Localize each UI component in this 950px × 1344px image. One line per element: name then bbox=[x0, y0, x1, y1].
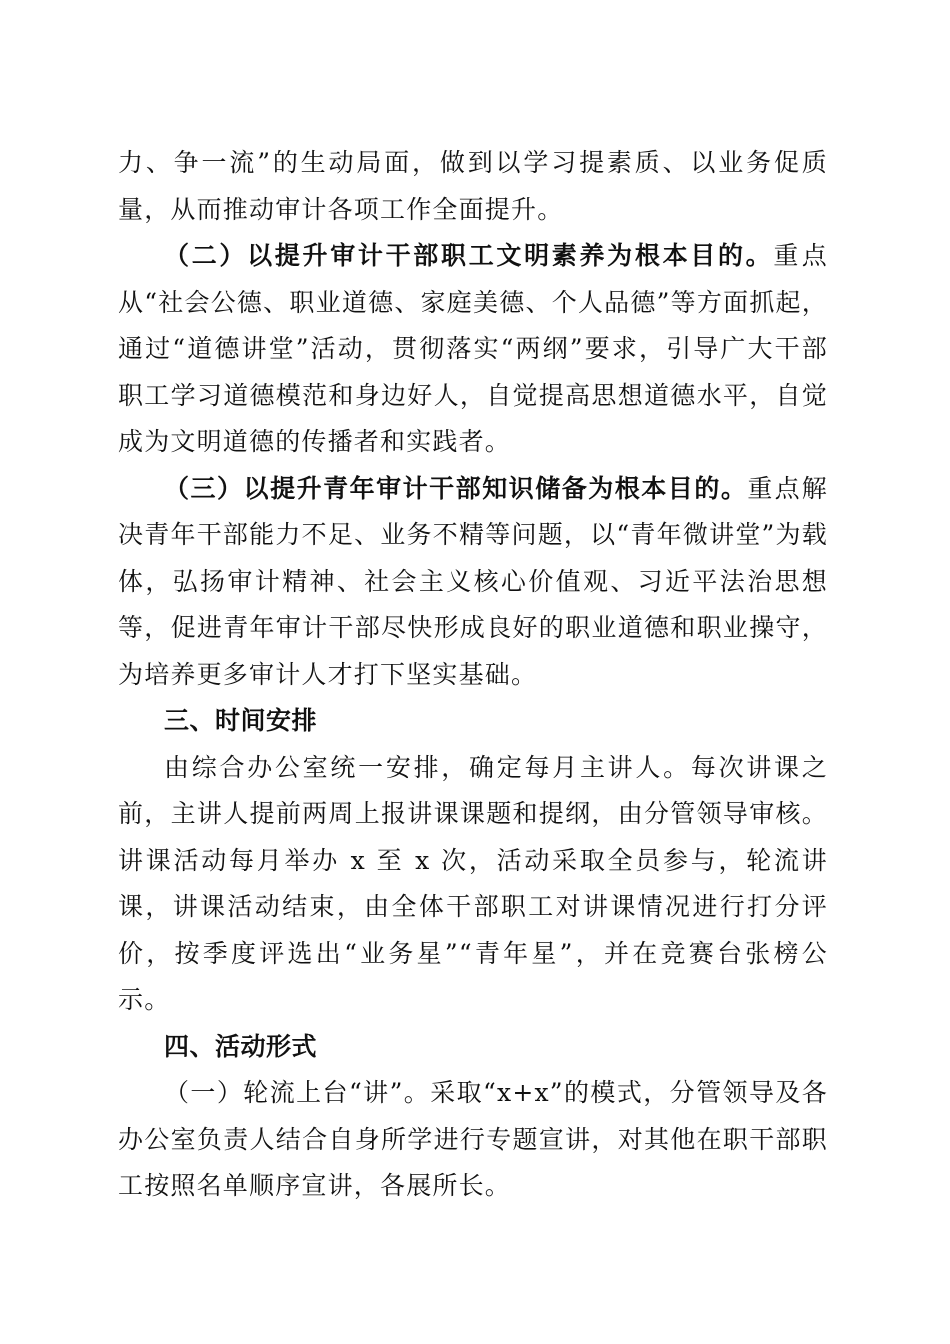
paragraph-youth-lead: （三）以提升青年审计干部知识储备为根本目的。 bbox=[164, 473, 748, 503]
paragraph-youth bbox=[118, 466, 828, 699]
paragraph-civility bbox=[118, 233, 828, 466]
section-heading-format: 四、活动形式 bbox=[164, 1031, 318, 1061]
paragraph-civility-lead: （二）以提升审计干部职工文明素养为根本目的。 bbox=[164, 241, 774, 270]
paragraph-continuation: 力、争一流”的生动局面，做到以学习提素质、以业务促质量，从而推动审计各项工作全面提升。 bbox=[118, 148, 828, 224]
document-body bbox=[118, 140, 828, 1210]
paragraph-youth-body: 重点解决青年干部能力不足、业务不精等问题，以“青年微讲堂”为载体，弘扬审计精神、社会主义核心价值观、习近平法治思想等，促进青年审计干部尽快形成良好的职业道德和职业操守，为培养更多审计人才打下坚实基础。 bbox=[118, 473, 828, 689]
paragraph-civility-body: 重点从“社会公德、职业道德、家庭美德、个人品德”等方面抓起，通过“道德讲堂”活动，贯彻落实“两纲”要求，引导广大干部职工学习道德模范和身边好人，自觉提高思想道德水平，自觉成为文明道德的传播者和实践者。 bbox=[118, 241, 828, 456]
section-heading-schedule: 三、时间安排 bbox=[164, 706, 318, 735]
paragraph-format: （一）轮流上台“讲”。采取“x+x”的模式，分管领导及各办公室负责人结合自身所学进行专题宣讲，对其他在职干部职工按照名单顺序宣讲，各展所长。 bbox=[118, 1078, 828, 1200]
paragraph-schedule: 由综合办公室统一安排，确定每月主讲人。每次讲课之前，主讲人提前两周上报讲课课题和提纲，由分管领导审核。讲课活动每月举办 x 至 x 次，活动采取全员参与，轮流讲课，讲课活动结束，由全体干部职工对讲课情况进行打分评价，按季度评选出“业务星”“青年星”，并在竞赛台张榜公示。 bbox=[118, 752, 828, 1014]
